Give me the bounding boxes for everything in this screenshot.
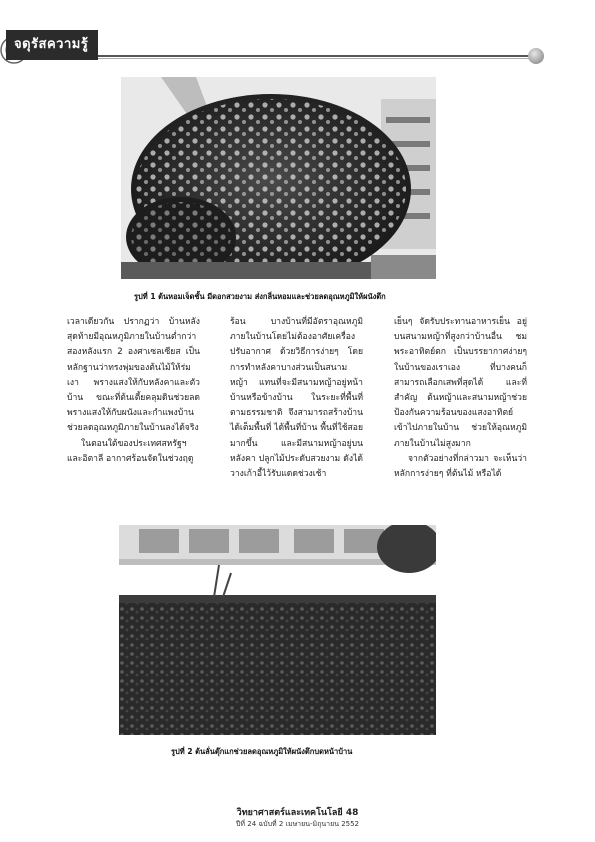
text-column-1 xyxy=(67,315,200,467)
paragraph: ในตอนใต้ของประเทศสหรัฐฯ และอิตาลี อากาศร้อนจัดในช่วงฤดู xyxy=(67,438,194,464)
figure-1-caption: รูปที่ 1 ต้นหอมเจ็ดชั้น มีดอกสวยงาม ส่งกลิ่นหอมและช่วยลดอุณหภูมิให้ผนังตึก xyxy=(134,292,386,301)
paragraph: ร้อน บางบ้านที่มีอัตราอุณหภูมิภายในบ้านโดยไม่ต้องอาศัยเครื่องปรับอากาศ ด้วยวิธีการง่ายๆ โดยการทำหลังคาบางส่วนเป็นสนามหญ้า แทนที่จะมีสนามหญ้าอยู่หน้าบ้านหรือข้างบ้าน ในระยะที่พื้นที่ตามธรรมชาติ จึงสามารถสร้างบ้านได้เต็มพื้นที่ ได้พื้นที่บ้าน พื้นที่ใช้สอยมากขึ้น และมีสนามหญ้าอยู่บนหลังคา ปลูกไม้ประดับสวยงาม ดังได้วางเก้าอี้ไว้รับแดดช่วงเช้า xyxy=(230,317,363,480)
header-bullet-dot xyxy=(528,48,544,64)
page-number: 48 xyxy=(345,808,359,818)
figure-1-photo xyxy=(121,77,436,279)
header-rule xyxy=(98,55,536,57)
paragraph: เวลาเดียวกัน ปรากฏว่า บ้านหลังสุดท้ายมีอุณหภูมิภายในบ้านต่ำกว่าสองหลังแรก 2 องศาเซลเซียส เป็นหลักฐานว่าทรงพุ่มของต้นไม้ให้ร่มเงา พรางแสงให้กับหลังคาและตัวบ้าน ขณะที่ต้นเตี้ยคลุมดินช่วยลดพรางแสงให้กับผนังและกำแพงบ้าน ช่วยลดอุณหภูมิภายในบ้านลงได้จริง xyxy=(67,317,200,434)
figure-2-photo xyxy=(119,525,436,735)
section-title: จดุรัสความรู้ xyxy=(14,37,89,52)
footer-journal xyxy=(0,805,595,819)
paragraph: เย็นๆ จัดรับประทานอาหารเย็น อยู่บนสนามหญ้าที่สูงกว่าบ้านอื่น ชมพระอาทิตย์ตก เป็นบรรยากาศง่ายๆ ในบ้านของเราเอง ที่บางคนก็สามารถเลือกเสพที่สุดได้ และที่สำคัญ ต้นหญ้าและสนามหญ้าช่วยป้องกันความร้อนของแสงอาทิตย์เข้าไปภายในบ้าน ช่วยให้อุณหภูมิภายในบ้านไม่สูงมาก xyxy=(394,317,527,449)
header-rule-thin xyxy=(98,58,536,59)
journal-name: วิทยาศาสตร์และเทคโนโลยี xyxy=(236,808,343,818)
paragraph: จากตัวอย่างที่กล่าวมา จะเห็นว่าหลักการง่ายๆ ที่ต้นไม้ หรือได้ xyxy=(394,453,527,480)
footer-issue: ปีที่ 24 ฉบับที่ 2 เมษายน-มิถุนายน 2552 xyxy=(235,820,360,828)
page-header xyxy=(0,0,595,62)
text-column-2 xyxy=(230,315,363,482)
text-column-3 xyxy=(394,315,527,482)
figure-2-caption: รูปที่ 2 ต้นลั่นตุ๊กแกช่วยลดอุณหภูมิให้ผนังตึกบดหน้าบ้าน xyxy=(171,747,353,756)
